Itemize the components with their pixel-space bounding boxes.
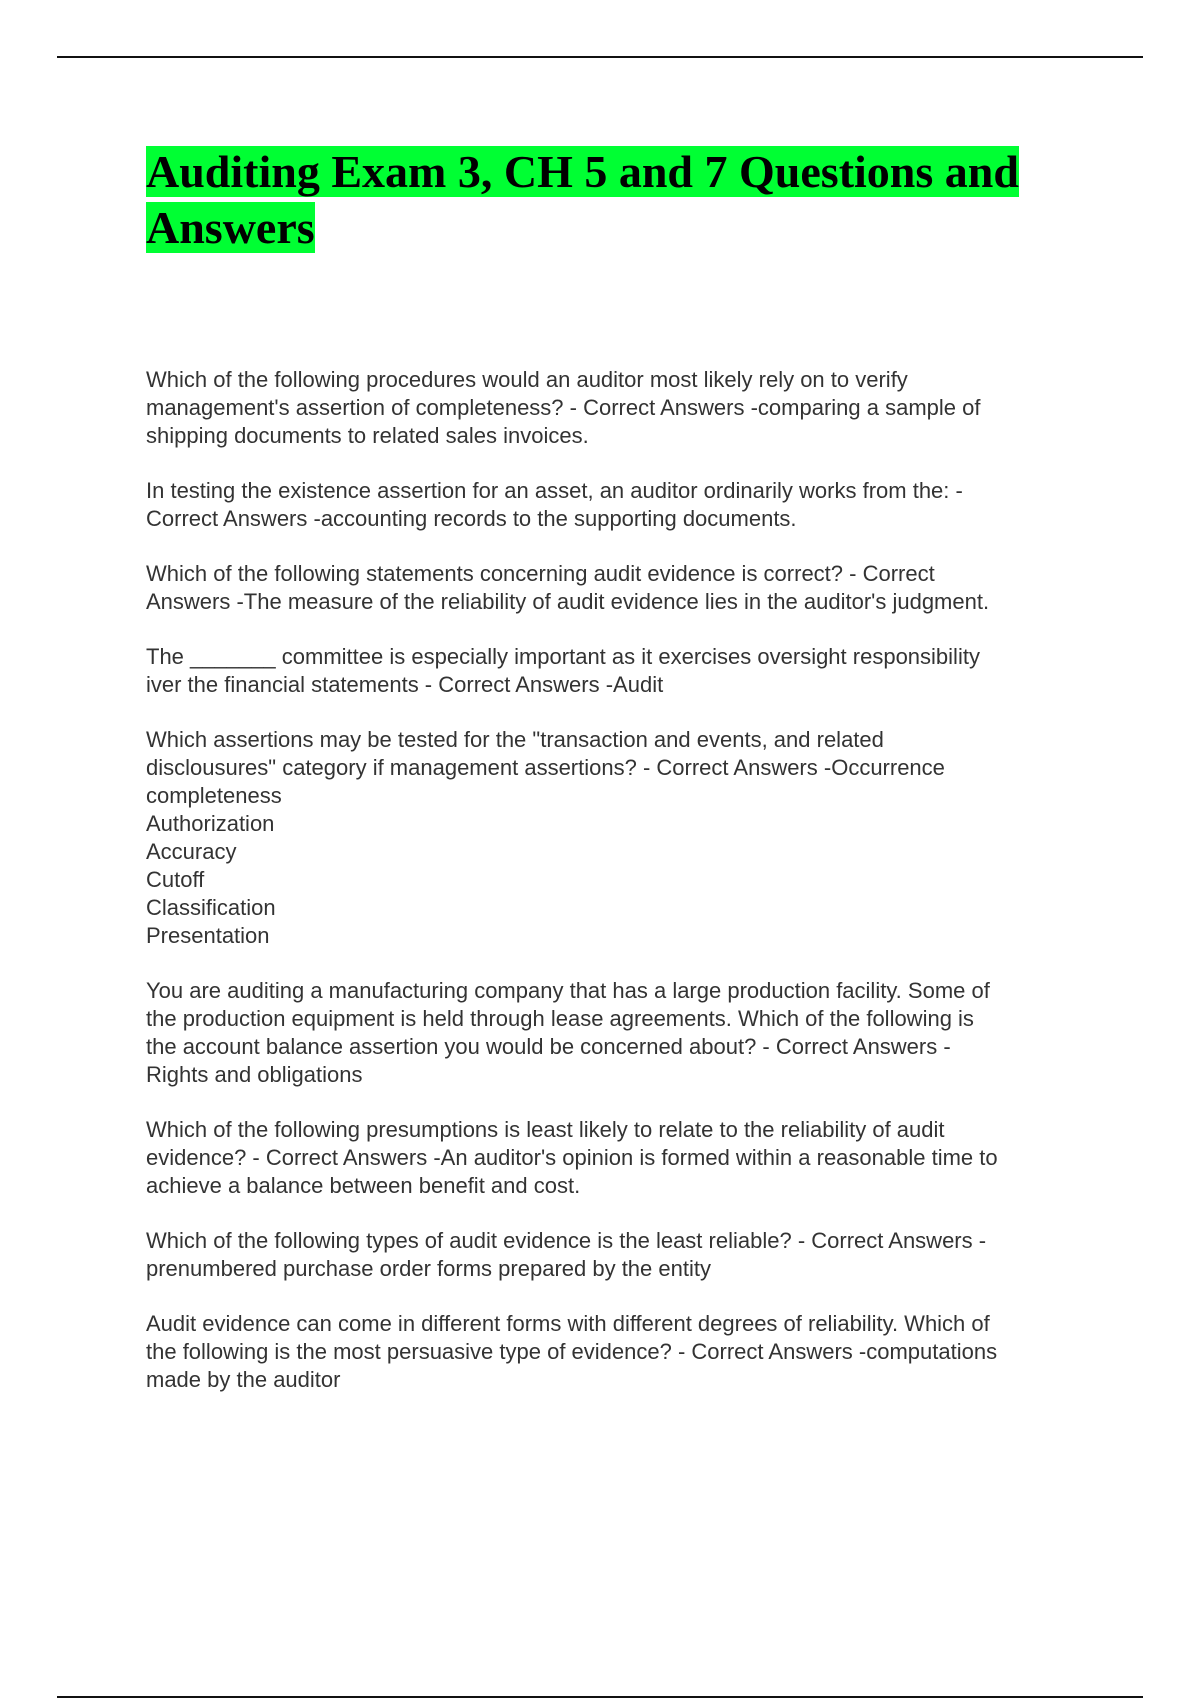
qa-item: Which of the following presumptions is least likely to relate to the reliability of audit evidence? - Correct Answers -An auditor's opinion is formed within a reasonable time to achieve a balance between benefit and cost.	[146, 1117, 998, 1198]
qa-item: Which assertions may be tested for the "transaction and events, and related disclousures" category if management assertions? - Correct Answers -Occurrence completeness Authorization Accuracy Cutoff Classification Presentation	[146, 727, 945, 948]
qa-item: The _______ committee is especially important as it exercises oversight responsibility iver the financial statements - Correct Answers -Audit	[146, 644, 980, 697]
top-rule	[57, 56, 1143, 58]
qa-item: Which of the following statements concerning audit evidence is correct? - Correct Answers -The measure of the reliability of audit evidence lies in the auditor's judgment.	[146, 561, 990, 614]
bottom-rule	[57, 1696, 1143, 1698]
title-highlight: Auditing Exam 3, CH 5 and 7 Questions and Answers	[146, 146, 1019, 253]
qa-item: You are auditing a manufacturing company that has a large production facility. Some of the production equipment is held through lease agreements. Which of the following is the account balance assertion you would be concerned about? - Correct Answers - Rights and obligations	[146, 978, 990, 1087]
document-title	[146, 144, 1086, 256]
qa-item: In testing the existence assertion for an asset, an auditor ordinarily works from the: - Correct Answers -accounting records to the supporting documents.	[146, 478, 963, 531]
qa-list	[146, 366, 1096, 1421]
qa-item: Which of the following types of audit evidence is the least reliable? - Correct Answers - prenumbered purchase order forms prepared by the entity	[146, 1228, 987, 1281]
qa-item: Which of the following procedures would an auditor most likely rely on to verify management's assertion of completeness? - Correct Answers -comparing a sample of shipping documents to related sales invoices.	[146, 367, 981, 448]
qa-item: Audit evidence can come in different forms with different degrees of reliability. Which of the following is the most persuasive type of evidence? - Correct Answers -computations made by the auditor	[146, 1311, 998, 1392]
